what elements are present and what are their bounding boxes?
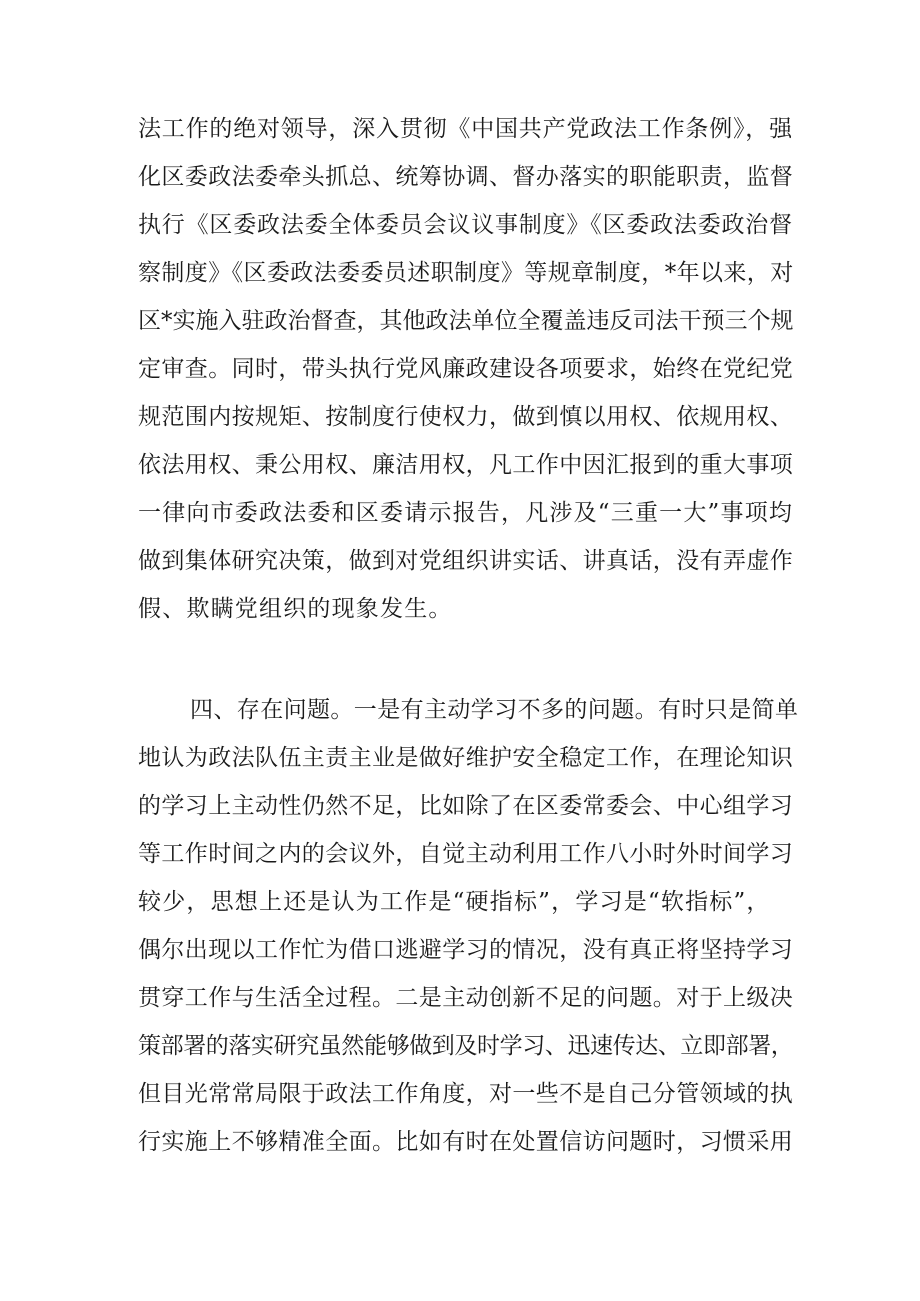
text-line: 区*实施入驻政治督查，其他政法单位全覆盖违反司法干预三个规	[138, 308, 794, 334]
text-line: 化区委政法委牵头抓总、统筹协调、督办落实的职能职责，监督	[138, 164, 794, 190]
text-line: 行实施上不够精准全面。比如有时在处置信访问题时，习惯采用	[138, 1129, 794, 1155]
text-line: 的学习上主动性仍然不足，比如除了在区委常委会、中心组学习	[138, 793, 794, 819]
text-line: 策部署的落实研究虽然能够做到及时学习、迅速传达、立即部署，	[138, 1033, 794, 1059]
text-line: 一律向市委政法委和区委请示报告，凡涉及“三重一大”事项均	[138, 500, 794, 526]
text-line: 偶尔出现以工作忙为借口逃避学习的情况，没有真正将坚持学习	[138, 937, 794, 963]
text-line: 法工作的绝对领导，深入贯彻《中国共产党政法工作条例》，强	[138, 116, 793, 142]
text-line: 定审查。同时，带头执行党风廉政建设各项要求，始终在党纪党	[138, 356, 794, 382]
text-line: 等工作时间之内的会议外，自觉主动利用工作八小时外时间学习	[138, 841, 794, 867]
text-line: 做到集体研究决策，做到对党组织讲实话、讲真话，没有弄虚作	[138, 548, 794, 574]
text-line: 地认为政法队伍主责主业是做好维护安全稳定工作，在理论知识	[138, 745, 794, 771]
text-line: 较少，思想上还是认为工作是“硬指标”，学习是“软指标”，	[138, 889, 771, 915]
text-line: 但目光常常局限于政法工作角度，对一些不是自己分管领域的执	[138, 1081, 794, 1107]
text-line: 规范围内按规矩、按制度行使权力，做到慎以用权、依规用权、	[138, 404, 794, 430]
text-line: 贯穿工作与生活全过程。二是主动创新不足的问题。对于上级决	[138, 985, 794, 1011]
text-line: 察制度》《区委政法委委员述职制度》等规章制度，*年以来，对	[138, 260, 794, 286]
text-line: 执行《区委政法委全体委员会议议事制度》《区委政法委政治督	[138, 212, 793, 238]
text-line: 四、存在问题。一是有主动学习不多的问题。有时只是简单	[190, 697, 799, 723]
text-line: 依法用权、秉公用权、廉洁用权，凡工作中因汇报到的重大事项	[138, 452, 794, 478]
text-line: 假、欺瞒党组织的现象发生。	[138, 596, 453, 622]
